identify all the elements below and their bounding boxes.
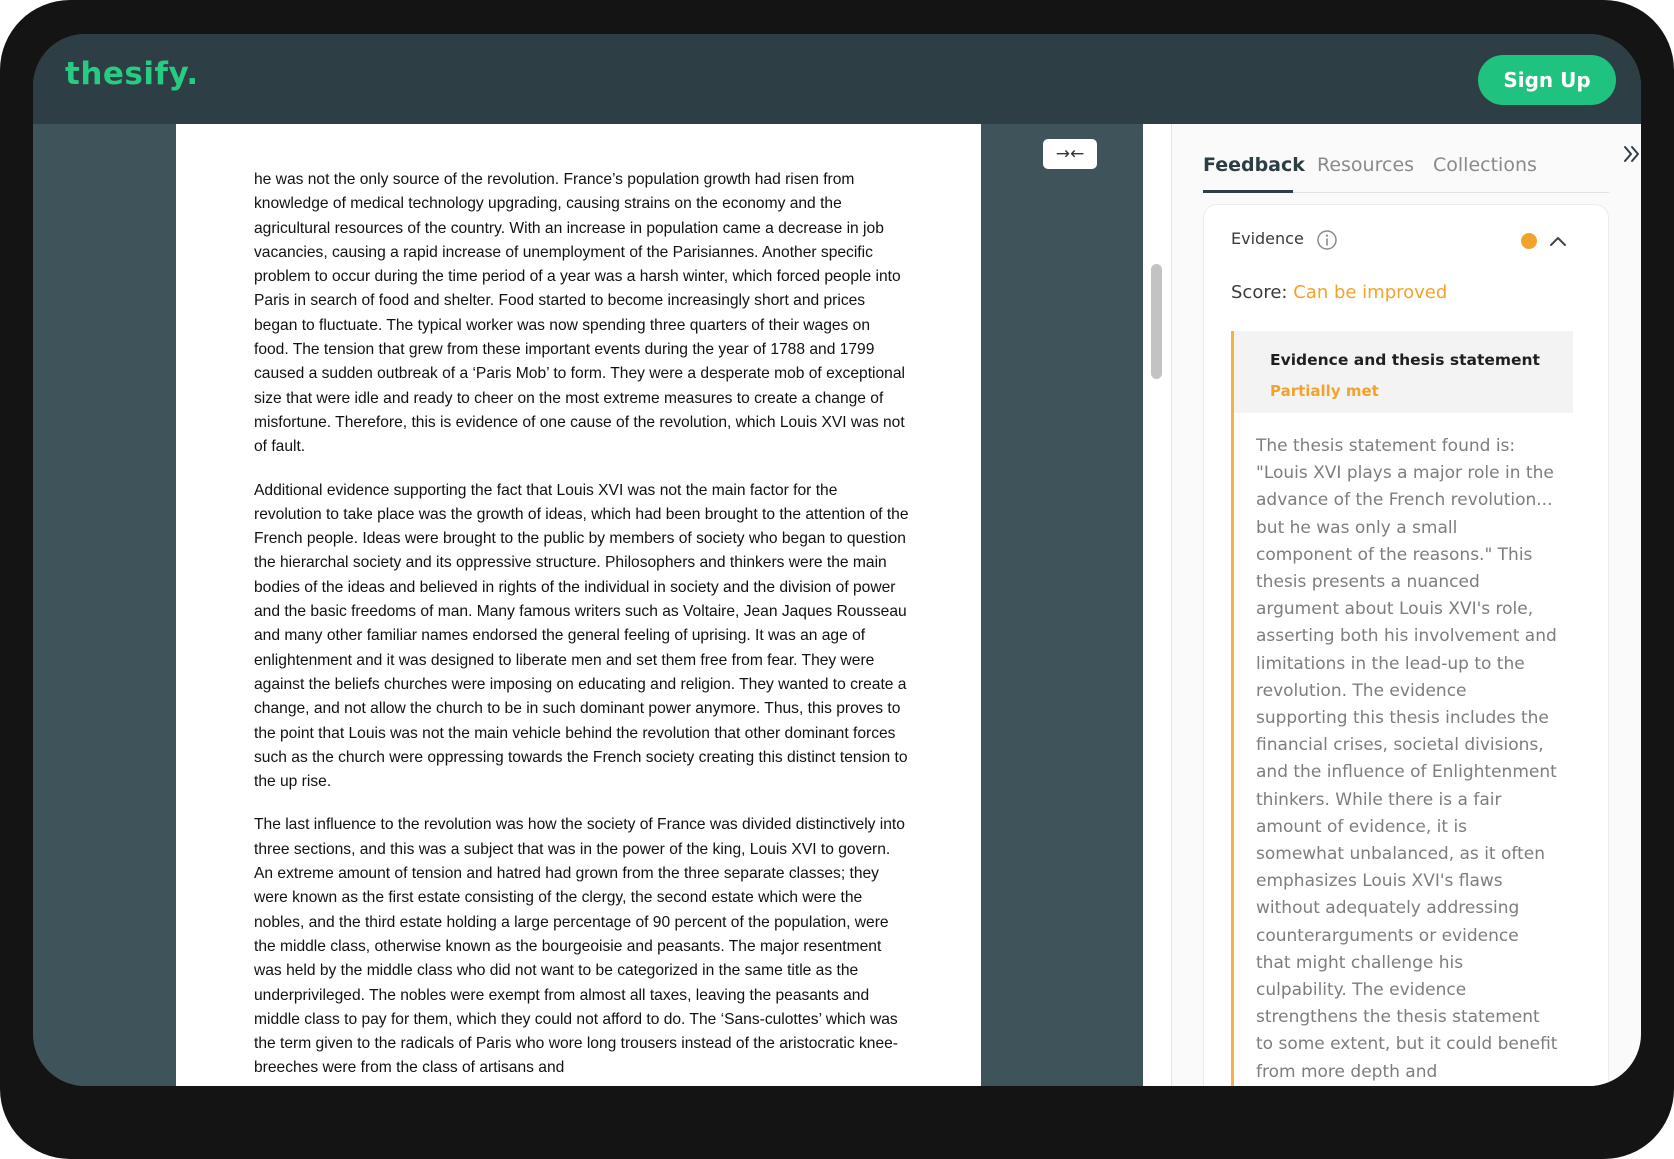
- document-paragraph: Additional evidence supporting the fact that Louis XVI was not the main factor for the revolution to take place was the growth of ideas, which had been brought to the attention of the French people. Ideas were brought to the public by members of society who began to question the hierarchal society and its oppressive structure. Philosophers and thinkers were the main bodies of the ideas and believed in rights of the individual in society and the division of power and the basic freedoms of man. Many famous writers such as Voltaire, Jean Jaques Rousseau and many other familiar names endorsed the general feeling of uprising. It was an age of enlightenment and it was designed to liberate men and set them free from fear. They were against the beliefs churches were imposing on educating and religion. They wanted to create a change, and not allow the church to be in such dominant power anymore. Thus, this proves to the point that Louis was not the main vehicle behind the revolution that other dominant forces such as the church were oppressing towards the French society creating this distinct tension to the up rise.: [254, 481, 909, 791]
- panel-tabs: [1203, 124, 1609, 193]
- tab-feedback[interactable]: Feedback: [1203, 154, 1305, 176]
- document-area: [33, 124, 1143, 1086]
- score-label: Score:: [1231, 282, 1288, 303]
- scrollbar-thumb[interactable]: [1151, 264, 1162, 379]
- top-bar: [33, 34, 1641, 124]
- feedback-panel: [1172, 124, 1641, 1086]
- document-text: [254, 168, 909, 1086]
- criterion-title: Evidence and thesis statement: [1270, 351, 1540, 369]
- double-chevron-right-icon[interactable]: [1620, 142, 1641, 166]
- criterion-header: [1234, 331, 1573, 413]
- status-dot: [1521, 233, 1537, 249]
- score-line: [1231, 282, 1447, 303]
- document-page: [176, 124, 981, 1086]
- active-tab-indicator: [1203, 190, 1293, 193]
- criterion-block: [1231, 331, 1565, 1086]
- card-title: Evidence: [1231, 229, 1304, 248]
- info-icon[interactable]: [1316, 229, 1338, 251]
- tab-resources[interactable]: Resources: [1317, 154, 1415, 176]
- chevron-up-icon[interactable]: [1547, 230, 1569, 252]
- criterion-status: Partially met: [1270, 382, 1379, 400]
- evidence-card: [1203, 204, 1609, 1086]
- thesify-logo[interactable]: thesify.: [65, 56, 199, 92]
- app-screen: [33, 34, 1641, 1086]
- score-value: Can be improved: [1293, 282, 1448, 303]
- document-paragraph: The last influence to the revolution was how the society of France was divided distinctively into three sections, and this was a subject that was in the power of the king, Louis XVI to govern. An extreme amount of tension and hatred had grown from the three separate classes; they were known as the first estate consisting of the clergy, the second estate which were the nobles, and the third estate holding a large percentage of 90 percent of the population, were the middle class, otherwise known as the bourgeoisie and peasants. The major resentment was held by the middle class who did not want to be categorized in the same title as the underprivileged. The nobles were exempt from almost all taxes, leaving the peasants and middle class to pay for them, which they could not afford to do. The ‘Sans-culottes’ which was the term given to the radicals of Paris who wore long trousers instead of the aristocratic knee-breeches were from the class of artisans and: [254, 816, 905, 1077]
- scrollbar-track[interactable]: [1143, 124, 1172, 1086]
- collapse-arrows-icon[interactable]: →←: [1043, 139, 1097, 169]
- document-paragraph: he was not the only source of the revolution. France’s population growth had risen from knowledge of medical technology upgrading, causing strains on the economy and the agricultural resources of the country. With an increase in population came a decrease in job vacancies, causing a rapid increase of unemployment of the Parisiannes. Another specific problem to occur during the time period of a year was a harsh winter, which forced people into Paris in search of food and shelter. Food started to become increasingly short and prices began to fluctuate. The typical worker was now spending three quarters of their wages on food. The tension that grew from these important events during the year of 1788 and 1799 caused a sudden outbreak of a ‘Paris Mob’ to form. They were a desperate mob of exceptional size that were idle and ready to cheer on the most extreme measures to create a change of misfortune. Therefore, this is evidence of one cause of the revolution, which Louis XVI was not of fault.: [254, 171, 905, 456]
- feedback-text: The thesis statement found is: "Louis XVI plays a major role in the advance of the French revolution... but he was only a small component of the reasons." This thesis presents a nuanced argument about Louis XVI's role, asserting both his involvement and limitations in the lead-up to the revolution. The evidence supporting this thesis includes the financial crises, societal divisions, and the influence of Enlightenment thinkers. While there is a fair amount of evidence, it is somewhat unbalanced, as it often emphasizes Louis XVI's flaws without adequately addressing counterarguments or evidence that might challenge his culpability. The evidence strengthens the thesis statement to some extent, but it could benefit from more depth and: [1256, 436, 1558, 1082]
- sign-up-button[interactable]: Sign Up: [1478, 55, 1616, 105]
- tab-collections[interactable]: Collections: [1433, 154, 1537, 176]
